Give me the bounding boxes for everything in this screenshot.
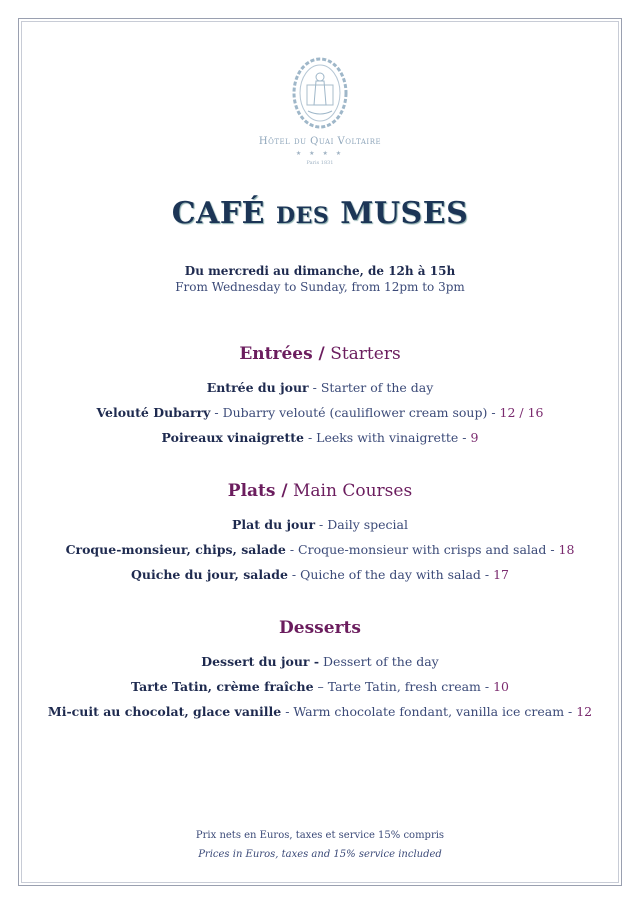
item-name: Dessert du jour - xyxy=(201,654,320,669)
item-name: Croque-monsieur, chips, salade xyxy=(65,542,286,557)
item-separator: - xyxy=(303,430,317,445)
menu-item xyxy=(0,567,640,582)
footer-note-french: Prix nets en Euros, taxes et service 15% compris xyxy=(195,830,445,841)
menu-item xyxy=(0,430,640,445)
item-description: Starter of the day xyxy=(320,380,434,395)
menu-item xyxy=(0,517,640,532)
item-price: 9 xyxy=(470,430,479,445)
title-part: MUSES xyxy=(340,196,469,231)
section-title-en: Starters xyxy=(330,344,401,364)
section-title-fr: Plats / xyxy=(227,481,288,501)
footer-note-english: Prices in Euros, taxes and 15% service included xyxy=(198,849,442,860)
item-price: 12 / 16 xyxy=(499,405,544,420)
item-description: Croque-monsieur with crisps and salad - xyxy=(298,542,559,557)
section-heading xyxy=(0,344,640,364)
menu-item xyxy=(0,380,640,395)
item-separator: - xyxy=(285,542,299,557)
hours-english: From Wednesday to Sunday, from 12pm to 3pm xyxy=(175,280,465,294)
item-description: Quiche of the day with salad - xyxy=(300,567,494,582)
item-description: Warm chocolate fondant, vanilla ice cream - xyxy=(293,704,577,719)
item-name: Quiche du jour, salade xyxy=(130,567,288,582)
hotel-stars: ★ ★ ★ ★ xyxy=(295,150,345,157)
hotel-name: Hôtel du Quai Voltaire xyxy=(258,136,382,147)
item-description: Tarte Tatin, fresh cream - xyxy=(327,679,494,694)
hotel-crest-logo xyxy=(290,55,350,135)
item-separator: – xyxy=(313,679,328,694)
item-name: Poireaux vinaigrette xyxy=(161,430,304,445)
item-description: Dubarry velouté (cauliflower cream soup) - xyxy=(222,405,500,420)
hours-french: Du mercredi au dimanche, de 12h à 15h xyxy=(184,264,456,278)
section-title-fr: Desserts xyxy=(279,618,361,638)
item-separator: - xyxy=(315,517,328,532)
item-description: Daily special xyxy=(327,517,409,532)
menu-item xyxy=(0,654,640,669)
title-part: CAFÉ xyxy=(171,196,266,231)
item-separator: - xyxy=(210,405,223,420)
item-separator: - xyxy=(287,567,301,582)
item-price: 18 xyxy=(558,542,575,557)
item-name: Plat du jour xyxy=(231,517,316,532)
title-part: DES xyxy=(276,203,330,229)
section-heading xyxy=(0,618,640,638)
item-separator: - xyxy=(308,380,321,395)
section-heading xyxy=(0,481,640,501)
page-title xyxy=(0,196,640,231)
item-name: Tarte Tatin, crème fraîche xyxy=(131,679,314,694)
item-name: Mi-cuit au chocolat, glace vanille xyxy=(47,704,282,719)
menu-item xyxy=(0,405,640,420)
item-price: 10 xyxy=(493,679,509,694)
item-name: Entrée du jour xyxy=(206,380,309,395)
item-description: Dessert of the day xyxy=(323,654,439,669)
item-price: 12 xyxy=(576,704,593,719)
item-price: 17 xyxy=(493,567,509,582)
menu-item xyxy=(0,679,640,694)
section-title-en: Main Courses xyxy=(293,481,413,501)
menu-item xyxy=(0,704,640,719)
item-description: Leeks with vinaigrette - xyxy=(316,430,471,445)
menu-item xyxy=(0,542,640,557)
item-name: Velouté Dubarry xyxy=(96,405,211,420)
item-separator: - xyxy=(281,704,294,719)
hotel-tagline: Paris 1831 xyxy=(306,160,334,166)
section-title-fr: Entrées / xyxy=(239,344,325,364)
